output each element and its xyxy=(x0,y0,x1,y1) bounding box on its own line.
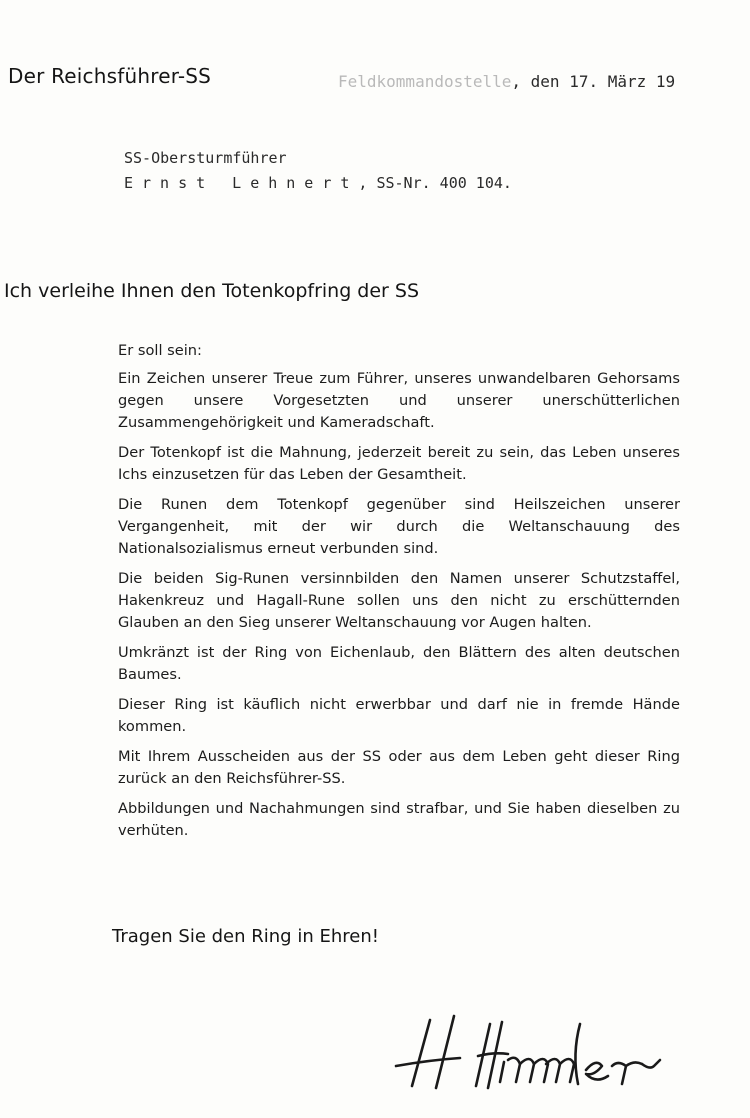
closing-line: Tragen Sie den Ring in Ehren! xyxy=(112,926,379,947)
letter-date: , den 17. März 19 xyxy=(511,72,676,91)
body-paragraph: Mit Ihrem Ausscheiden aus der SS oder aus dem Leben geht dieser Ring zurück an den Reichsführer-SS. xyxy=(118,748,680,787)
letter-body xyxy=(118,340,680,850)
place-name: Feldkommandostelle xyxy=(338,72,512,91)
body-paragraph: Dieser Ring ist käuflich nicht erwerbbar und darf nie in fremde Hände kommen. xyxy=(118,696,680,735)
recipient-block xyxy=(124,146,512,196)
handwritten-signature xyxy=(390,1010,700,1094)
recipient-line xyxy=(124,171,512,196)
award-heading: Ich verleihe Ihnen den Totenkopfring der SS xyxy=(4,280,420,302)
body-paragraph: Abbildungen und Nachahmungen sind strafbar, und Sie haben dieselben zu verhüten. xyxy=(118,800,680,839)
letterhead-sender: Der Reichsführer-SS xyxy=(8,64,212,88)
body-paragraph: Der Totenkopf ist die Mahnung, jederzeit bereit zu sein, das Leben unseres Ichs einzusetzen für das Leben der Gesamtheit. xyxy=(118,444,680,483)
recipient-rank: SS-Obersturmführer xyxy=(124,149,287,167)
recipient-name: Ernst Lehnert xyxy=(124,174,359,192)
recipient-number: , SS-Nr. 400 104. xyxy=(358,174,512,192)
body-paragraph: Umkränzt ist der Ring von Eichenlaub, den Blättern des alten deutschen Baumes. xyxy=(118,644,680,683)
body-intro: Er soll sein: xyxy=(118,342,202,359)
place-and-date xyxy=(338,72,675,91)
body-paragraph: Die beiden Sig-Runen versinnbilden den Namen unserer Schutzstaffel, Hakenkreuz und Hagall-Rune sollen uns den nicht zu erschütternden Glauben an den Sieg unserer Weltanschauung vor Augen halten. xyxy=(118,570,680,631)
body-paragraph: Die Runen dem Totenkopf gegenüber sind Heilszeichen unserer Vergangenheit, mit der wir durch die Weltanschauung des Nationalsozialismus erneut verbunden sind. xyxy=(118,496,680,557)
body-paragraph: Ein Zeichen unserer Treue zum Führer, unseres unwandelbaren Gehorsams gegen unsere Vorgesetzten und unserer unerschütterlichen Zusammengehörigkeit und Kameradschaft. xyxy=(118,370,680,431)
